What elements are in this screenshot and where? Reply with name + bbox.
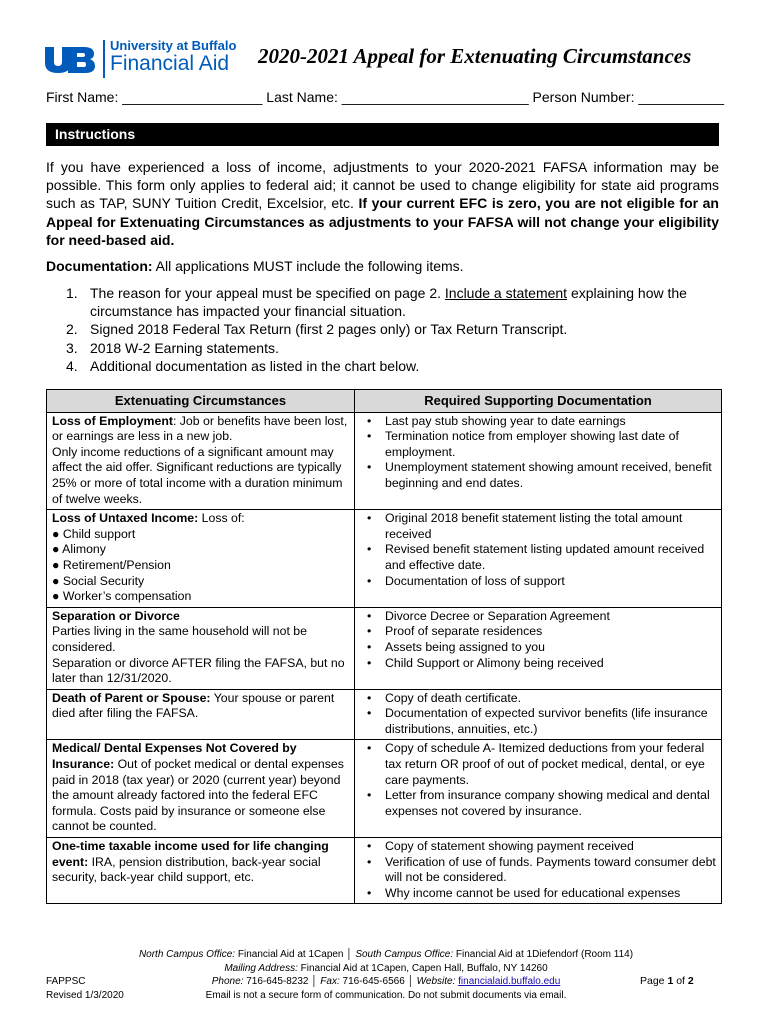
page-number [640, 975, 694, 987]
documentation-list [360, 839, 716, 901]
list-item-text: The reason for your appeal must be specified on page 2. [90, 285, 445, 301]
documentation-item: • Documentation of expected survivor benefits (life insurance distributions, annuities, etc.) [360, 706, 716, 737]
documentation-label: Documentation: [46, 258, 153, 274]
last-name-field[interactable]: ________________________ [341, 89, 529, 105]
column-header: Required Supporting Documentation [355, 390, 722, 413]
website-link[interactable]: financialaid.buffalo.edu [458, 976, 561, 987]
circumstance-line: Separation or divorce AFTER filing the FAFSA, but no later than 12/31/2020. [52, 655, 345, 686]
list-number: 2. [66, 321, 78, 338]
documentation-item: • Proof of separate residences [360, 624, 716, 640]
circumstance-line: ● Worker’s compensation [52, 589, 192, 604]
fax-label: Fax: [320, 976, 340, 987]
list-item-text: Additional documentation as listed in the chart below. [90, 357, 420, 374]
circumstance-line: ● Retirement/Pension [52, 557, 171, 572]
instructions-heading-bar [46, 123, 719, 146]
documentation-item: • Divorce Decree or Separation Agreement [360, 609, 716, 625]
requirements-list [46, 284, 719, 375]
person-number-field[interactable]: ___________ [638, 89, 725, 105]
last-name-label: Last Name: [266, 89, 338, 105]
footer-offices [100, 948, 672, 962]
circumstance-description: IRA, pension distribution, back-year social security, back-year child support, etc. [52, 854, 321, 885]
revision-date: Revised 1/3/2020 [46, 990, 124, 1001]
documentation-item: • Documentation of loss of support [360, 574, 716, 590]
fax-text: 716-645-6566 [339, 976, 405, 987]
website-label: Website: [416, 976, 456, 987]
documentation-item: • Copy of statement showing payment received [360, 839, 716, 855]
documentation-item: • Last pay stub showing year to date earnings [360, 414, 716, 430]
ub-logo [44, 36, 237, 80]
circumstance-title: One-time taxable income used for life changing event: [52, 839, 329, 869]
documentation-item: • Why income cannot be used for educational expenses [360, 886, 716, 902]
documentation-item: • Assets being assigned to you [360, 640, 716, 656]
circumstance-title: Death of Parent or Spouse: [52, 690, 211, 705]
logo-divider [103, 40, 105, 78]
documentation-item: • Copy of death certificate. [360, 691, 716, 707]
documentation-item: • Child Support or Alimony being received [360, 656, 716, 672]
circumstance-cell [47, 689, 355, 740]
column-header: Extenuating Circumstances [47, 390, 355, 413]
ub-logo-mark-icon [44, 44, 96, 74]
logo-university: University at Buffalo [110, 38, 237, 53]
table-row [47, 607, 722, 689]
documentation-item: • Verification of use of funds. Payments toward consumer debt will not be considered. [360, 855, 716, 886]
list-number: 3. [66, 339, 78, 356]
circumstance-cell [47, 838, 355, 904]
person-number-label: Person Number: [532, 89, 635, 105]
circumstance-line: ● Child support [52, 526, 136, 541]
north-campus-text: Financial Aid at 1Capen [235, 949, 344, 960]
circumstance-title: Loss of Employment [52, 413, 173, 428]
mailing-label: Mailing Address: [224, 962, 298, 974]
table-row [47, 689, 722, 740]
documentation-cell [355, 510, 722, 608]
documentation-list [360, 741, 716, 819]
documentation-cell [355, 740, 722, 838]
circumstance-title: Loss of Untaxed Income: [52, 511, 199, 526]
document-title: 2020-2021 Appeal for Extenuating Circumstances [258, 44, 692, 68]
documentation-cell [355, 412, 722, 510]
south-campus-label: South Campus Office: [355, 949, 454, 960]
documentation-list [360, 691, 716, 738]
north-campus-label: North Campus Office: [138, 949, 236, 960]
documentation-line [46, 258, 464, 274]
documentation-list [360, 609, 716, 671]
list-item-text: Signed 2018 Federal Tax Return (first 2 pages only) or Tax Return Transcript. [90, 321, 568, 338]
list-item [46, 339, 719, 357]
circumstance-line: Parties living in the same household will not be considered. [52, 624, 307, 654]
circumstance-description: Your spouse or parent died after filing the FAFSA. [52, 690, 335, 721]
table-row [47, 510, 722, 608]
table-body [47, 412, 722, 904]
form-info [46, 975, 124, 1003]
documentation-cell [355, 689, 722, 740]
circumstance-description: Loss of: [198, 511, 245, 526]
list-item [46, 357, 719, 375]
page-total: 2 [687, 975, 694, 987]
page-label: Page [640, 975, 668, 987]
list-number: 1. [66, 285, 78, 301]
first-name-label: First Name: [46, 89, 119, 105]
documentation-item: • Letter from insurance company showing medical and dental expenses not covered by insurance. [360, 788, 716, 819]
footer-phone-line [100, 975, 672, 989]
table-row [47, 740, 722, 838]
documentation-cell [355, 838, 722, 904]
phone-text: 716-645-8232 [243, 976, 309, 987]
south-campus-text: Financial Aid at 1Diefendorf (Room 114) [453, 949, 634, 960]
documentation-item: • Unemployment statement showing amount received, benefit beginning and end dates. [360, 460, 716, 491]
mailing-text: Financial Aid at 1Capen, Capen Hall, Buffalo, NY 14260 [297, 962, 548, 974]
circumstance-cell [47, 510, 355, 608]
form-code: FAPPSC [46, 976, 86, 987]
first-name-field[interactable]: __________________ [122, 89, 263, 105]
circumstance-description: : Job or benefits have been lost, or earnings are less in a new job. [52, 413, 348, 444]
list-item-text: explaining how the circumstance has impacted your financial situation. [90, 285, 687, 320]
documentation-item: • Original 2018 benefit statement listing the total amount received [360, 511, 716, 542]
list-item-text: 2018 W-2 Earning statements. [90, 339, 279, 356]
documentation-item: • Copy of schedule A- Itemized deductions from your federal tax return OR proof of out of pocket medical, dental, or eye care payments. [360, 741, 716, 788]
circumstance-line: Only income reductions of a significant amount may affect the aid offer. Significant reductions are typically 25% or more of total income with a duration minimum of twelve weeks. [52, 444, 343, 506]
documentation-cell [355, 607, 722, 689]
circumstance-description: Out of pocket medical or dental expenses paid in 2018 (tax year) or 2020 (current year) beyond the amount already factored into the federal EFC formula. Costs paid by insurance or someone else cannot be counted. [52, 757, 344, 834]
security-notice: Email is not a secure form of communication. Do not submit documents via email. [205, 989, 567, 1001]
list-item [46, 320, 719, 338]
page-current: 1 [667, 975, 674, 987]
circumstance-title: Medical/ Dental Expenses Not Covered by Insurance: [52, 741, 297, 772]
table-row [47, 412, 722, 510]
circumstance-title: Separation or Divorce [52, 608, 180, 623]
logo-department: Financial Aid [110, 52, 230, 75]
circumstance-cell [47, 607, 355, 689]
list-item [46, 284, 719, 320]
table-row [47, 838, 722, 904]
footer-separator: │ [343, 949, 356, 960]
table-header-row [47, 390, 722, 413]
documentation-item: • Revised benefit statement listing updated amount received and effective date. [360, 542, 716, 573]
documentation-list [360, 511, 716, 589]
intro-paragraph [46, 158, 719, 249]
instructions-heading: Instructions [55, 126, 136, 142]
intro-text: If you have experienced a loss of income, adjustments to your 2020-2021 FAFSA information may be possible. This form only applies to federal aid; it cannot be used to change eligibility for state aid programs such as TAP, SUNY Tuition Credit, Excelsior, etc. [46, 159, 719, 212]
list-number: 4. [66, 357, 78, 374]
documentation-text: All applications MUST include the following items. [152, 258, 464, 274]
circumstance-line: ● Alimony [52, 542, 106, 557]
documentation-list [360, 414, 716, 492]
name-fields [46, 89, 724, 105]
circumstance-cell [47, 740, 355, 838]
footer-mailing [100, 962, 672, 976]
list-item-underline: Include a statement [444, 285, 568, 301]
footer-separator: │ [308, 976, 321, 987]
documentation-item: • Termination notice from employer showing last date of employment. [360, 429, 716, 460]
circumstances-table [46, 389, 722, 904]
page-of: of [673, 975, 688, 987]
circumstance-line: ● Social Security [52, 573, 145, 588]
footer-contact [100, 948, 672, 1002]
footer-separator: │ [404, 976, 417, 987]
circumstance-cell [47, 412, 355, 510]
intro-bold-text: If your current EFC is zero, you are not eligible for an Appeal for Extenuating Circumstances as adjustments to your FAFSA will not change your eligibility for need-based aid. [46, 195, 719, 248]
phone-label: Phone: [211, 976, 244, 987]
